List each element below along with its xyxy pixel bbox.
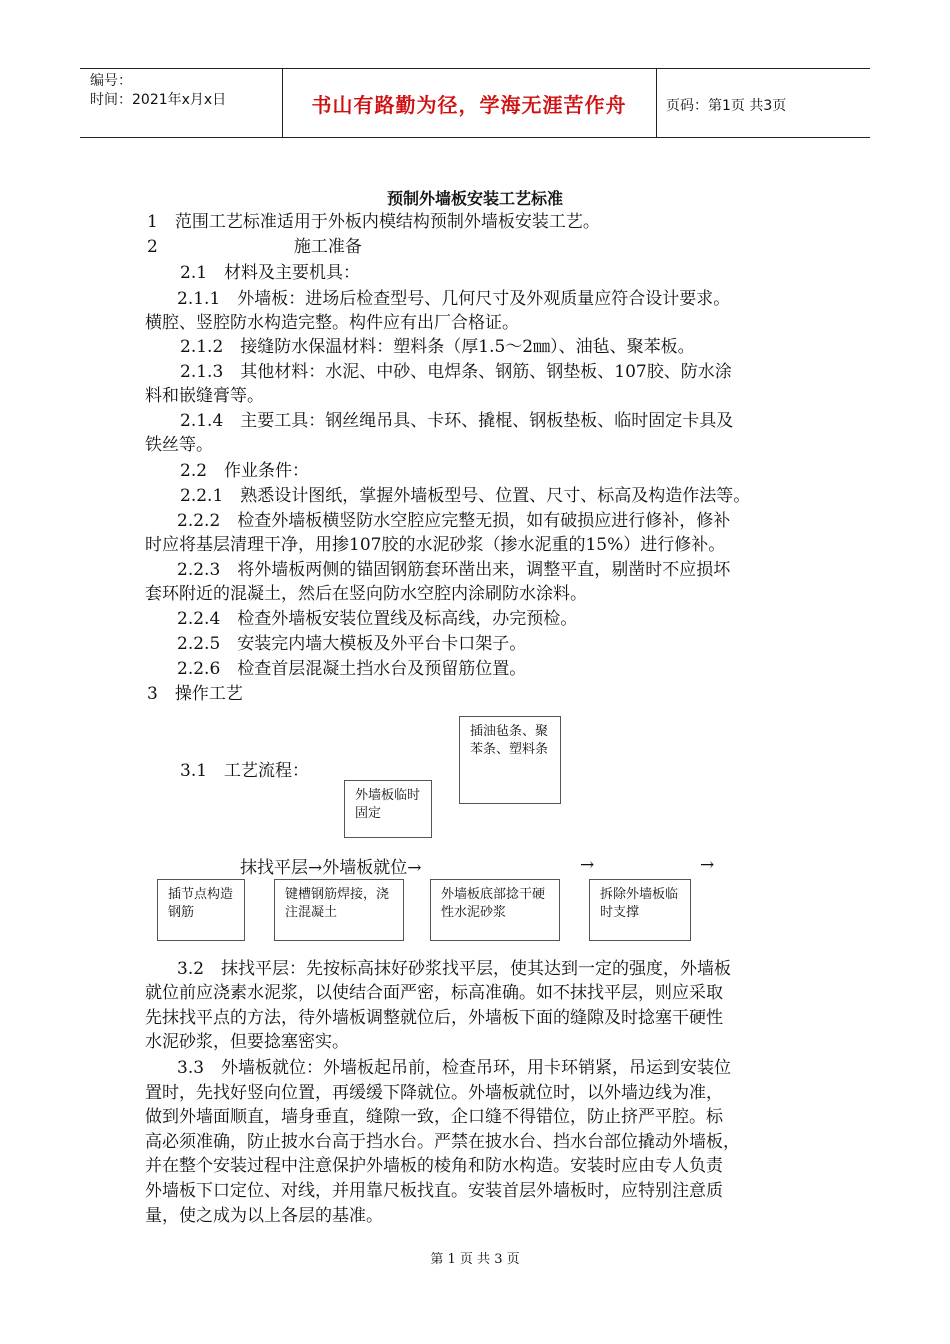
text-line: 横腔、竖腔防水构造完整。构件应有出厂合格证。 — [145, 313, 519, 333]
page-footer: 第 1 页 共 3 页 — [430, 1252, 520, 1267]
flow-arrow: → — [700, 855, 715, 875]
flow-box-node-rebar: 插节点构造钢筋 — [157, 879, 245, 941]
flow-box-remove-support: 拆除外墙板临时支撑 — [589, 879, 691, 941]
flow-box-grout: 外墙板底部捻干硬性水泥砂浆 — [430, 879, 560, 941]
text-line: 3.3 外墙板就位：外墙板起吊前，检查吊环，用卡环销紧，吊运到安装位 — [177, 1058, 732, 1078]
text-line: 2.2.4 检查外墙板安装位置线及标高线，办完预检。 — [177, 609, 578, 629]
text-line: 2.2.3 将外墙板两侧的锚固钢筋套环凿出来，调整平直，剔凿时不应损坏 — [177, 560, 731, 580]
text-line: 3 操作工艺 — [147, 684, 243, 704]
text-line: 高必须准确，防止披水台高于挡水台。严禁在披水台、挡水台部位撬动外墙板， — [145, 1132, 740, 1152]
text-line: 2.1 材料及主要机具： — [180, 263, 361, 283]
code-label: 编号： — [90, 73, 132, 89]
header-divider — [656, 69, 657, 137]
flow-arrow: → — [580, 855, 595, 875]
text-line: 铁丝等。 — [145, 435, 213, 455]
text-line: 2.2.2 检查外墙板横竖防水空腔应完整无损，如有破损应进行修补，修补 — [177, 511, 731, 531]
text-line: 做到外墙面顺直，墙身垂直，缝隙一致，企口缝不得错位，防止挤严平腔。标 — [145, 1107, 723, 1127]
text-line: 2.2.5 安装完内墙大模板及外平台卡口架子。 — [177, 634, 527, 654]
text-line: 就位前应浇素水泥浆，以使结合面严密，标高准确。如不抹找平层，则应采取 — [145, 983, 723, 1003]
text-line: 时应将基层清理干净，用掺107胶的水泥砂浆（掺水泥重的15%）进行修补。 — [145, 535, 726, 555]
header-meta — [90, 72, 226, 110]
flow-box-temp-fix: 外墙板临时固定 — [344, 780, 432, 838]
text-line: 2.2.1 熟悉设计图纸，掌握外墙板型号、位置、尺寸、标高及构造作法等。 — [180, 486, 751, 506]
text-line: 置时，先找好竖向位置，再缓缓下降就位。外墙板就位时，以外墙边线为准， — [145, 1083, 723, 1103]
text-line: 先抹找平点的方法，待外墙板调整就位后，外墙板下面的缝隙及时捻塞干硬性 — [145, 1008, 723, 1028]
time-label: 时间：2021年x月x日 — [90, 92, 227, 108]
text-line: 2 施工准备 — [147, 237, 362, 257]
text-line: 并在整个安装过程中注意保护外墙板的棱角和防水构造。安装时应由专人负责 — [145, 1156, 723, 1176]
text-line: 3.2 抹找平层：先按标高抹好砂浆找平层，使其达到一定的强度，外墙板 — [177, 959, 732, 979]
text-line: 套环附近的混凝土，然后在竖向防水空腔内涂刷防水涂料。 — [145, 584, 587, 604]
header-motto: 书山有路勤为径，学海无涯苦作舟 — [311, 93, 627, 117]
text-line: 2.2.6 检查首层混凝土挡水台及预留筋位置。 — [177, 659, 527, 679]
flow-box-insert-strips: 插油毡条、聚苯条、塑料条 — [459, 716, 561, 804]
text-line: 1 范围工艺标准适用于外板内模结构预制外墙板安装工艺。 — [147, 212, 600, 232]
text-line: 料和嵌缝膏等。 — [145, 386, 264, 406]
text-line: 2.2 作业条件： — [180, 461, 310, 481]
text-line: 水泥砂浆，但要捻塞密实。 — [145, 1032, 349, 1052]
text-line: 2.1.4 主要工具：钢丝绳吊具、卡环、撬棍、钢板垫板、临时固定卡具及 — [180, 411, 734, 431]
text-line: 2.1.2 接缝防水保温材料：塑料条（厚1.5～2㎜）、油毡、聚苯板。 — [180, 337, 695, 357]
document-header — [80, 68, 870, 138]
flow-label: 3.1 工艺流程： — [180, 761, 310, 781]
flow-main-text: 抹找平层→外墙板就位→ — [240, 858, 422, 878]
document-title: 预制外墙板安装工艺标准 — [386, 189, 563, 208]
text-line: 外墙板下口定位、对线，并用靠尺板找直。安装首层外墙板时，应特别注意质 — [145, 1181, 723, 1201]
text-line: 2.1.1 外墙板：进场后检查型号、几何尺寸及外观质量应符合设计要求。 — [177, 289, 731, 309]
header-page-info: 页码：第1页 共3页 — [666, 98, 787, 114]
flow-box-weld-pour: 键槽钢筋焊接，浇注混凝土 — [274, 879, 404, 941]
text-line: 2.1.3 其他材料：水泥、中砂、电焊条、钢筋、钢垫板、107胶、防水涂 — [180, 362, 732, 382]
text-line: 量，使之成为以上各层的基准。 — [145, 1206, 383, 1226]
